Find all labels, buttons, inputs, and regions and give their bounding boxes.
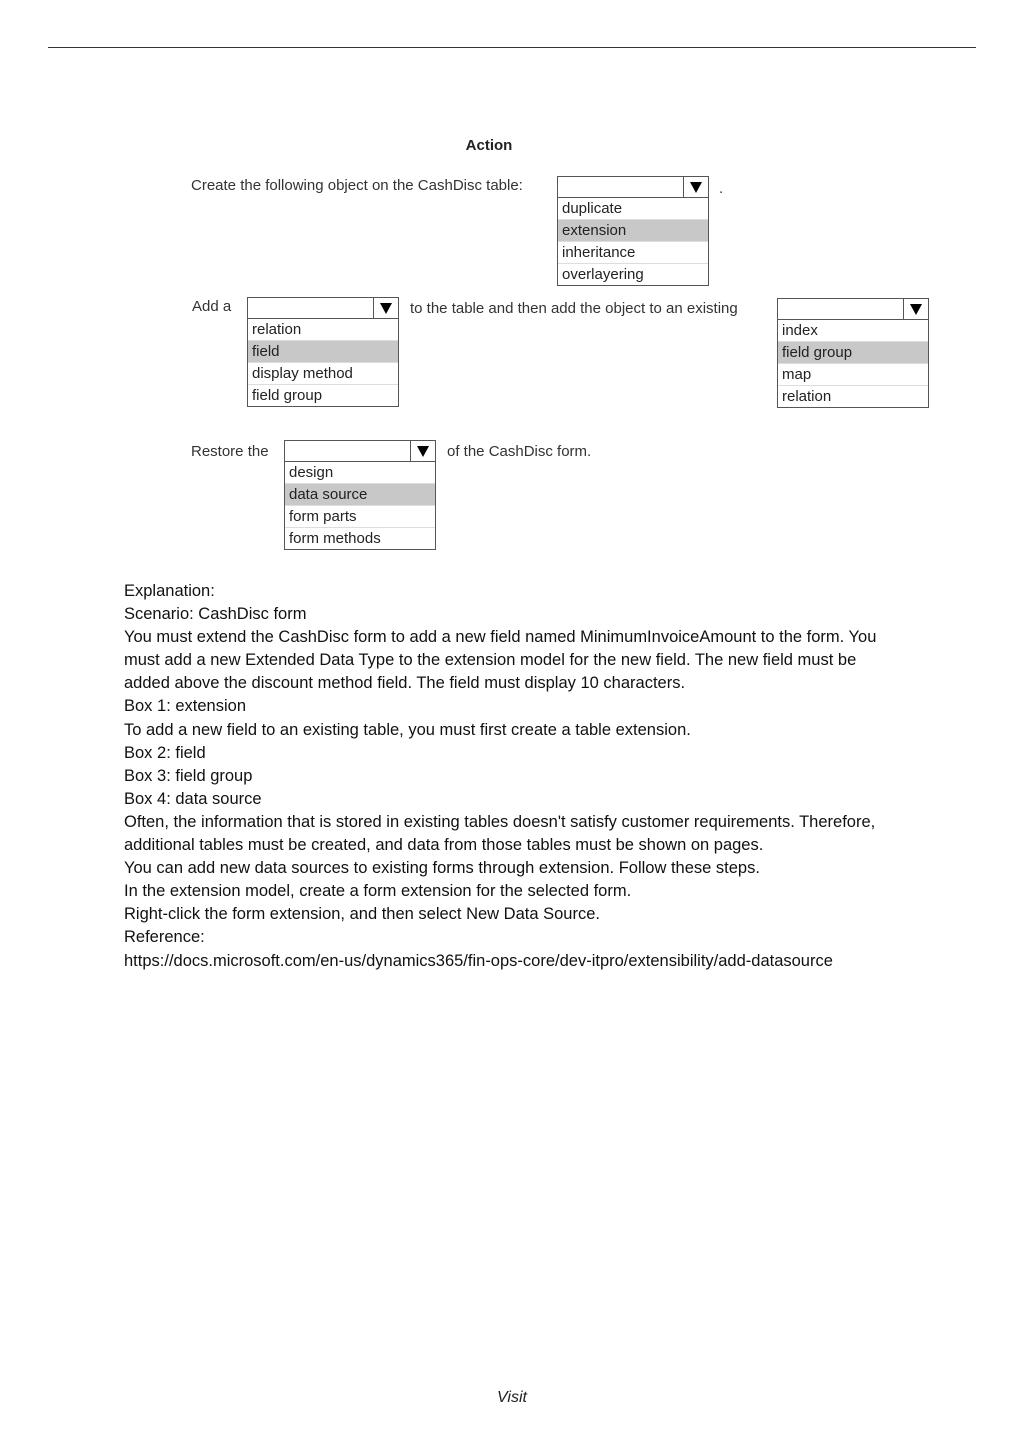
dropdown-option[interactable]: field group — [252, 387, 323, 404]
box1-dropdown[interactable] — [557, 176, 709, 286]
explanation-line: Reference: — [124, 928, 205, 947]
dropdown-option[interactable]: data source — [285, 484, 435, 506]
dropdown-option[interactable]: extension — [558, 220, 708, 242]
explanation-line: Scenario: CashDisc form — [124, 605, 307, 624]
row2-label-before: Add a — [192, 298, 232, 315]
box2-option-list — [248, 319, 398, 406]
dropdown-option[interactable]: inheritance — [558, 242, 708, 264]
explanation-line: Explanation: — [124, 582, 215, 600]
box4-option-list — [285, 462, 435, 549]
box3-dropdown-header[interactable] — [778, 299, 928, 320]
explanation-line: Right-click the form extension, and then select New Data Source. — [124, 905, 600, 924]
row2-label-middle: to the table and then add the object to an existing — [410, 300, 738, 317]
dropdown-option[interactable]: relation — [782, 388, 832, 405]
explanation-line: Box 2: field — [124, 743, 206, 762]
box1-dropdown-button[interactable] — [683, 177, 708, 197]
reference-link[interactable]: https://docs.microsoft.com/en-us/dynamics365/fin-ops-core/dev-itpro/extensibility/add-datasource — [124, 951, 833, 970]
row1-trailing-dot: . — [719, 180, 724, 197]
dropdown-option[interactable]: overlayering — [562, 266, 644, 283]
row1-label: Create the following object on the CashDisc table: — [191, 177, 523, 194]
dropdown-option[interactable]: design — [285, 462, 435, 484]
explanation-block — [124, 580, 954, 973]
box2-dropdown-button[interactable] — [373, 298, 398, 318]
dropdown-option[interactable]: relation — [248, 319, 398, 341]
box1-dropdown-header[interactable] — [558, 177, 708, 198]
explanation-line: must add a new Extended Data Type to the extension model for the new field. The new field must be — [124, 651, 857, 670]
explanation-line: Box 4: data source — [124, 789, 262, 808]
explanation-line: To add a new field to an existing table, you must first create a table extension. — [124, 720, 691, 739]
dropdown-option[interactable]: field group — [778, 342, 928, 364]
action-title: Action — [465, 137, 513, 154]
box4-dropdown-header[interactable] — [285, 441, 435, 462]
chevron-down-icon — [910, 304, 922, 315]
explanation-line: In the extension model, create a form extension for the selected form. — [124, 882, 632, 901]
dropdown-option[interactable]: index — [778, 320, 928, 342]
dropdown-option[interactable]: map — [778, 364, 928, 386]
row3-label-after: of the CashDisc form. — [447, 443, 592, 460]
top-rule — [48, 47, 976, 48]
explanation-line: Often, the information that is stored in existing tables doesn't satisfy customer requirements. Therefore, — [124, 812, 876, 831]
dropdown-option[interactable]: field — [248, 341, 398, 363]
explanation-line: Box 1: extension — [124, 697, 246, 716]
chevron-down-icon — [690, 182, 702, 193]
chevron-down-icon — [417, 446, 429, 457]
dropdown-option[interactable]: form parts — [285, 506, 435, 528]
box4-dropdown[interactable] — [284, 440, 436, 550]
dropdown-option[interactable]: form methods — [289, 530, 381, 547]
explanation-line: additional tables must be created, and data from those tables must be shown on pages. — [124, 836, 764, 855]
box2-dropdown[interactable] — [247, 297, 399, 407]
footer-visit: Visit — [497, 1389, 527, 1406]
explanation-line: Box 3: field group — [124, 766, 253, 785]
chevron-down-icon — [380, 303, 392, 314]
dropdown-option[interactable]: display method — [248, 363, 398, 385]
box1-option-list — [558, 198, 708, 285]
explanation-line: You can add new data sources to existing forms through extension. Follow these steps. — [124, 859, 760, 878]
dropdown-option[interactable]: duplicate — [558, 198, 708, 220]
box3-option-list — [778, 320, 928, 407]
box4-dropdown-button[interactable] — [410, 441, 435, 461]
box3-dropdown[interactable] — [777, 298, 929, 408]
box2-dropdown-header[interactable] — [248, 298, 398, 319]
box3-dropdown-button[interactable] — [903, 299, 928, 319]
explanation-line: You must extend the CashDisc form to add a new field named MinimumInvoiceAmount to the form. You — [124, 628, 877, 647]
explanation-line: added above the discount method field. The field must display 10 characters. — [124, 674, 686, 693]
row3-label-before: Restore the — [191, 443, 269, 460]
